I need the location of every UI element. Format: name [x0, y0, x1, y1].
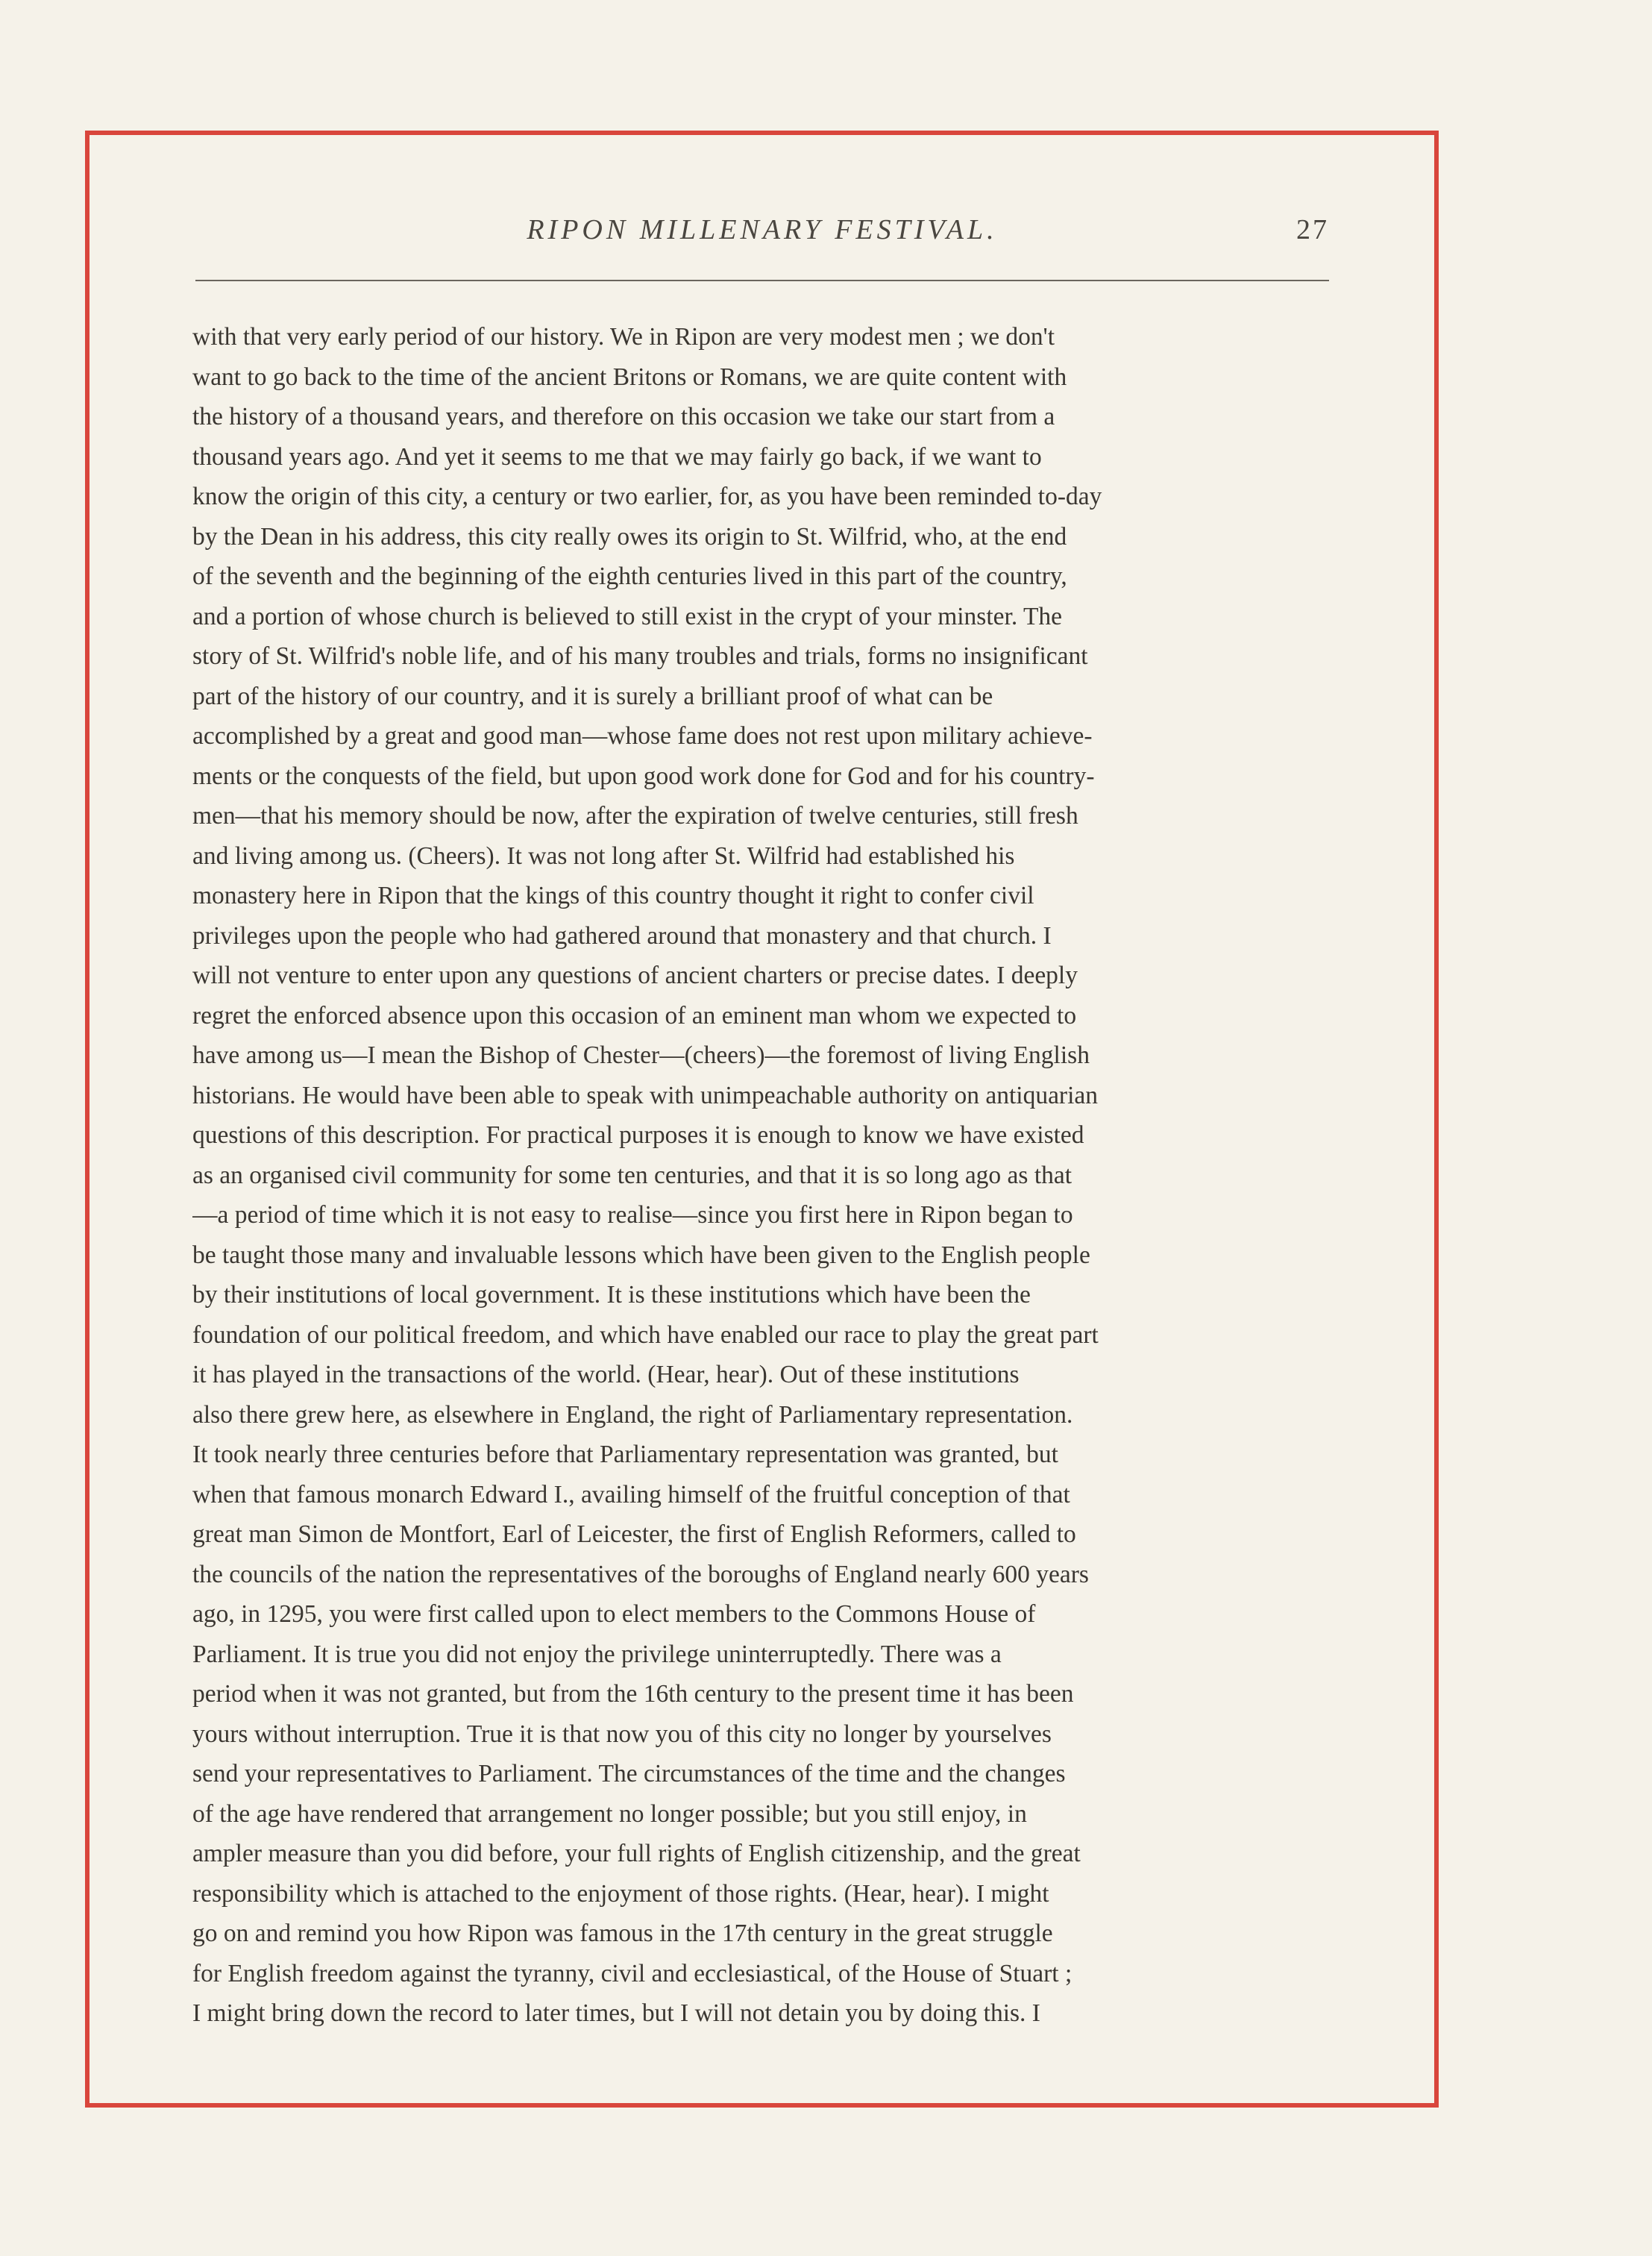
text-line: monastery here in Ripon that the kings of this country thought it right to confer civil	[192, 882, 1034, 909]
text-line: ago, in 1295, you were first called upon to elect members to the Commons House of	[192, 1600, 1036, 1628]
text-line: the councils of the nation the representatives of the boroughs of England nearly 600 years	[192, 1560, 1089, 1588]
text-line: ments or the conquests of the field, but upon good work done for God and for his country-	[192, 762, 1095, 790]
page-number: 27	[1296, 214, 1329, 245]
text-line: great man Simon de Montfort, Earl of Leicester, the first of English Reformers, called to	[192, 1520, 1076, 1548]
text-line: responsibility which is attached to the enjoyment of those rights. (Hear, hear). I might	[192, 1879, 1049, 1908]
text-line: and living among us. (Cheers). It was not long after St. Wilfrid had established his	[192, 842, 1015, 870]
text-line: Parliament. It is true you did not enjoy the privilege uninterruptedly. There was a	[192, 1640, 1002, 1668]
text-line: privileges upon the people who had gathered around that monastery and that church. I	[192, 921, 1052, 950]
text-line: foundation of our political freedom, and which have enabled our race to play the great part	[192, 1320, 1099, 1349]
text-line: ampler measure than you did before, your full rights of English citizenship, and the great	[192, 1840, 1081, 1867]
text-line: yours without interruption. True it is that now you of this city no longer by yourselves	[192, 1720, 1052, 1748]
text-line: will not venture to enter upon any questions of ancient charters or precise dates. I deeply	[192, 962, 1078, 989]
text-line: I might bring down the record to later times, but I will not detain you by doing this. I	[192, 1999, 1040, 2027]
text-line: questions of this description. For practical purposes it is enough to know we have existed	[192, 1121, 1084, 1149]
text-line: the history of a thousand years, and therefore on this occasion we take our start from a	[192, 403, 1055, 430]
text-line: accomplished by a great and good man—whose fame does not rest upon military achieve-	[192, 722, 1093, 750]
text-line: with that very early period of our history. We in Ripon are very modest men ; we don't	[192, 323, 1055, 351]
text-line: be taught those many and invaluable lessons which have been given to the English people	[192, 1241, 1090, 1269]
text-line: story of St. Wilfrid's noble life, and of his many troubles and trials, forms no insignificant	[192, 642, 1088, 670]
text-line: when that famous monarch Edward I., availing himself of the fruitful conception of that	[192, 1480, 1070, 1508]
text-line: It took nearly three centuries before that Parliamentary representation was granted, but	[192, 1441, 1058, 1468]
text-line: of the seventh and the beginning of the eighth centuries lived in this part of the country,	[192, 563, 1067, 590]
text-line: know the origin of this city, a century or two earlier, for, as you have been reminded to-day	[192, 483, 1102, 510]
text-line: —a period of time which it is not easy to realise—since you first here in Ripon began to	[192, 1201, 1073, 1229]
running-title: RIPON MILLENARY FESTIVAL.	[527, 214, 998, 245]
text-line: as an organised civil community for some ten centuries, and that it is so long ago as that	[192, 1161, 1072, 1189]
text-line: send your representatives to Parliament. The circumstances of the time and the changes	[192, 1760, 1066, 1787]
header-rule	[195, 280, 1329, 281]
text-line: thousand years ago. And yet it seems to me that we may fairly go back, if we want to	[192, 442, 1042, 471]
text-line: for English freedom against the tyranny, civil and ecclesiastical, of the House of Stuart ;	[192, 1959, 1072, 1987]
text-line: go on and remind you how Ripon was famous in the 17th century in the great struggle	[192, 1920, 1053, 1947]
text-line: historians. He would have been able to speak with unimpeachable authority on antiquarian	[192, 1081, 1099, 1109]
text-line: part of the history of our country, and it is surely a brilliant proof of what can be	[192, 682, 993, 710]
text-line: and a portion of whose church is believed to still exist in the crypt of your minster. The	[192, 602, 1063, 630]
text-line: by the Dean in his address, this city really owes its origin to St. Wilfrid, who, at the end	[192, 522, 1067, 551]
text-line: by their institutions of local government. It is these institutions which have been the	[192, 1281, 1031, 1309]
text-line: have among us—I mean the Bishop of Chester—(cheers)—the foremost of living English	[192, 1041, 1090, 1069]
text-line: of the age have rendered that arrangement no longer possible; but you still enjoy, in	[192, 1799, 1027, 1828]
text-line: also there grew here, as elsewhere in England, the right of Parliamentary representation.	[192, 1400, 1073, 1429]
body-text	[192, 317, 1334, 2034]
running-head	[195, 209, 1329, 254]
text-line: men—that his memory should be now, after the expiration of twelve centuries, still fresh	[192, 802, 1078, 830]
text-line: period when it was not granted, but from the 16th century to the present time it has been	[192, 1680, 1074, 1708]
text-line: it has played in the transactions of the world. (Hear, hear). Out of these institutions	[192, 1361, 1020, 1388]
text-line: regret the enforced absence upon this occasion of an eminent man whom we expected to	[192, 1001, 1077, 1030]
text-line: want to go back to the time of the ancient Britons or Romans, we are quite content with	[192, 363, 1067, 391]
